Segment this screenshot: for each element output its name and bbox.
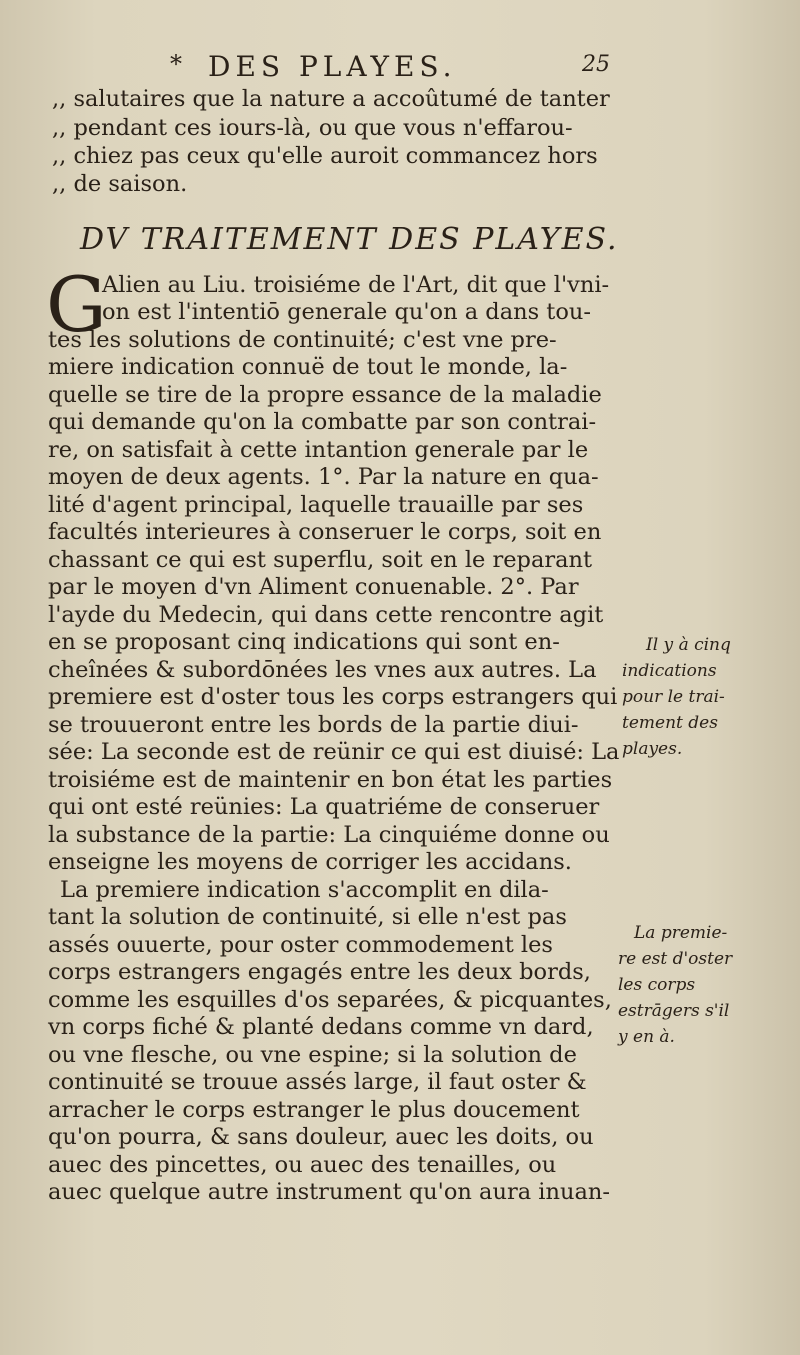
body-line: ou vne flesche, ou vne espine; si la solution de — [48, 1042, 577, 1068]
margin-note-line: Il y à cinq — [646, 635, 731, 655]
body-line: arracher le corps estranger le plus doucement — [48, 1097, 580, 1123]
body-line: en se proposant cinq indications qui sont en- — [48, 629, 560, 655]
body-line: la substance de la partie: La cinquiéme donne ou — [48, 822, 610, 848]
body-line: enseigne les moyens de corriger les accidans. — [48, 849, 572, 875]
body-line: troisiéme est de maintenir en bon état les parties — [48, 767, 613, 793]
body-line: qui demande qu'on la combatte par son contrai- — [48, 409, 597, 435]
body-line: quelle se tire de la propre essance de la maladie — [48, 382, 602, 408]
margin-note-line: y en à. — [618, 1027, 675, 1047]
margin-note-line: playes. — [622, 739, 683, 759]
body-line: tant la solution de continuité, si elle n'est pas — [48, 904, 567, 930]
body-line: vn corps fiché & planté dedans comme vn dard, — [48, 1014, 594, 1040]
margin-note-line: re est d'oster — [618, 949, 733, 969]
body-line: cheînées & subordōnées les vnes aux autres. La — [48, 657, 597, 683]
body-line: miere indication connuë de tout le monde, la- — [48, 354, 568, 380]
body-line: premiere est d'oster tous les corps estrangers qui — [48, 684, 618, 710]
body-line: qui ont esté reünies: La quatriéme de conseruer — [48, 794, 600, 820]
quote-line: ,, pendant ces iours-là, ou que vous n'effarou- — [52, 115, 573, 141]
body-line: l'ayde du Medecin, qui dans cette rencontre agit — [48, 602, 604, 628]
margin-note-indications — [622, 632, 792, 772]
body-line: Alien au Liu. troisiéme de l'Art, dit que l'vni- — [102, 272, 610, 298]
running-header — [170, 50, 630, 86]
margin-note-line: estrāgers s'il — [618, 1001, 730, 1021]
running-title: DES PLAYES. — [208, 50, 457, 83]
body-line: comme les esquilles d'os separées, & picquantes, — [48, 987, 612, 1013]
body-line: facultés interieures à conseruer le corps, soit en — [48, 519, 602, 545]
body-line: tes les solutions de continuité; c'est vne pre- — [48, 327, 557, 353]
body-line: sée: La seconde est de reünir ce qui est diuisé: La — [48, 739, 620, 765]
body-line: lité d'agent principal, laquelle trauaille par ses — [48, 492, 584, 518]
body-line: re, on satisfait à cette intantion generale par le — [48, 437, 589, 463]
body-line: auec des pincettes, ou auec des tenailles, ou — [48, 1152, 557, 1178]
body-line: moyen de deux agents. 1°. Par la nature en qua- — [48, 464, 599, 490]
body-line: qu'on pourra, & sans douleur, auec les doits, ou — [48, 1124, 594, 1150]
margin-note-line: pour le trai- — [622, 687, 725, 707]
body-line: La premiere indication s'accomplit en dila- — [60, 877, 549, 903]
body-line: chassant ce qui est superflu, soit en le reparant — [48, 547, 593, 573]
margin-note-line: tement des — [622, 713, 718, 733]
margin-note-line: La premie- — [634, 923, 728, 943]
body-line: assés ouuerte, pour oster commodement les — [48, 932, 553, 958]
page-number: 25 — [582, 52, 610, 77]
body-line: on est l'intentiō generale qu'on a dans tou- — [102, 299, 591, 325]
body-line: par le moyen d'vn Aliment conuenable. 2°. Par — [48, 574, 579, 600]
quote-line: ,, salutaires que la nature a accoûtumé de tanter — [52, 86, 610, 112]
body-line: continuité se trouue assés large, il faut oster & — [48, 1069, 587, 1095]
quote-line: ,, chiez pas ceux qu'elle auroit commancez hors — [52, 143, 598, 169]
margin-note-line: indications — [622, 661, 717, 681]
quote-line: ,, de saison. — [52, 171, 188, 197]
body-line: corps estrangers engagés entre les deux bords, — [48, 959, 591, 985]
ornament-star: * — [170, 50, 182, 78]
margin-note-premiere — [618, 920, 794, 1060]
section-heading: DV TRAITEMENT DES PLAYES. — [80, 222, 619, 257]
body-line: auec quelque autre instrument qu'on aura inuan- — [48, 1179, 610, 1205]
drop-cap: G — [46, 260, 107, 349]
margin-note-line: les corps — [618, 975, 696, 995]
body-line: se trouueront entre les bords de la partie diui- — [48, 712, 579, 738]
